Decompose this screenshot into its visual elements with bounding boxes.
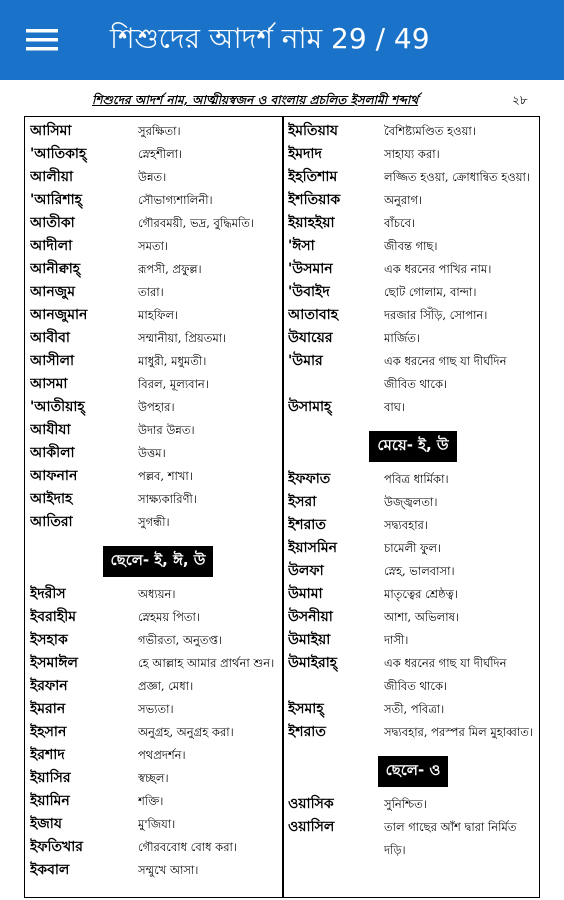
- entry-name: ইমতিয়ায: [288, 123, 338, 139]
- name-entry: [30, 281, 286, 304]
- entry-meaning: সদ্ব্যবহার।: [384, 518, 428, 532]
- entry-name: ইমদাদ: [288, 146, 322, 162]
- entry-name: আফনান: [30, 468, 78, 484]
- entry-meaning: বাঁচবে।: [384, 216, 416, 230]
- entry-meaning: মাতৃত্বের শ্রেষ্ঠত্ব।: [384, 587, 458, 601]
- entry-meaning: মাহফিল।: [138, 308, 179, 322]
- entry-meaning: উন্নত।: [138, 170, 167, 184]
- name-entry: [288, 537, 538, 560]
- app-title: শিশুদের আদর্শ নাম 29 / 49: [110, 21, 430, 55]
- entry-name: 'ঈসা: [288, 238, 315, 254]
- entry-name: উযায়ের: [288, 330, 333, 346]
- name-entry: [30, 836, 286, 859]
- app-bar: [0, 0, 564, 80]
- section-heading-boys-i-ii-u: ছেলে- ই, ঈ, উ: [103, 546, 214, 577]
- entry-name: ইসমাহ্: [288, 701, 324, 717]
- name-entry: [288, 652, 538, 698]
- entry-meaning: জীবন্ত গাছ।: [384, 239, 438, 253]
- entry-meaning: সৌভাগ্যশালিনী।: [138, 193, 213, 207]
- entry-meaning: সাহায্য করা।: [384, 147, 440, 161]
- entry-name: ইসরা: [288, 494, 317, 510]
- name-entry: [30, 304, 286, 327]
- entry-name: আকীলা: [30, 445, 75, 461]
- name-entry: [288, 212, 538, 235]
- name-entry: [30, 511, 286, 534]
- name-entry: [30, 675, 286, 698]
- entry-meaning: মার্জিত।: [384, 331, 421, 345]
- section-heading-girls-i-u: মেয়ে- ই, উ: [369, 431, 456, 462]
- name-entry: [30, 721, 286, 744]
- entry-meaning: স্নেহময় পিতা।: [138, 610, 200, 624]
- entry-name: উলফা: [288, 563, 324, 579]
- left-column: [30, 120, 286, 882]
- entry-meaning: সম্মানীয়া, প্রিয়তমা।: [138, 331, 227, 345]
- entry-meaning: চামেলী ফুল।: [384, 541, 442, 555]
- name-entry: [30, 212, 286, 235]
- entry-meaning: সভ্যতা।: [138, 702, 174, 716]
- name-entry: [30, 790, 286, 813]
- entry-name: ইয়াসির: [30, 770, 71, 786]
- name-entry: [30, 350, 286, 373]
- entry-name: ইজায: [30, 816, 62, 832]
- name-entry: [288, 143, 538, 166]
- entry-name: উমামা: [288, 586, 323, 602]
- name-entry: [288, 606, 538, 629]
- entry-name: আবীবা: [30, 330, 70, 346]
- name-entry: [288, 166, 538, 189]
- entry-meaning: আশা, অভিলাষ।: [384, 610, 460, 624]
- entry-meaning: মাধুরী, মধুমতী।: [138, 354, 207, 368]
- name-entry: [30, 373, 286, 396]
- name-entry: [30, 629, 286, 652]
- entry-name: ইফফাত: [288, 471, 331, 487]
- entry-name: উমাইরাহ্: [288, 655, 338, 671]
- entry-name: আনজুমান: [30, 307, 88, 323]
- name-entry: [288, 468, 538, 491]
- entry-meaning: প্রজ্ঞা, মেধা।: [138, 679, 194, 693]
- name-entry: [30, 235, 286, 258]
- name-entry: [30, 120, 286, 143]
- entry-meaning: পল্লব, শাখা।: [138, 469, 193, 483]
- entry-name: ইসহাক: [30, 632, 68, 648]
- entry-meaning: উদার উন্নত।: [138, 423, 195, 437]
- name-entry: [288, 721, 538, 744]
- entry-meaning: বৈশিষ্ট্যমণ্ডিত হওয়া।: [384, 124, 476, 138]
- name-entry: [30, 258, 286, 281]
- name-entry: [288, 304, 538, 327]
- entry-meaning: সুগন্ধী।: [138, 515, 170, 529]
- entry-name: আতিরা: [30, 514, 73, 530]
- entry-meaning: সুনিশ্চিত।: [384, 797, 427, 811]
- entry-name: আইদাহ: [30, 491, 73, 507]
- entry-name: ইয়াসমিন: [288, 540, 337, 556]
- right-section-1-entry-list: [288, 468, 538, 744]
- left-section-entry-list: [30, 583, 286, 882]
- entry-meaning: এক ধরনের পাখির নাম।: [384, 262, 492, 276]
- entry-name: আসমা: [30, 376, 68, 392]
- entry-name: ইশরাত: [288, 517, 326, 533]
- entry-meaning: দরজার সিঁড়ি, সোপান।: [384, 308, 488, 322]
- entry-name: ইমরান: [30, 701, 66, 717]
- name-entry: [30, 606, 286, 629]
- entry-meaning: সাক্ষ্যকারিণী।: [138, 492, 197, 506]
- entry-name: ইশরাত: [288, 724, 326, 740]
- name-entry: [288, 120, 538, 143]
- entry-meaning: উপহার।: [138, 400, 175, 414]
- name-entry: [30, 465, 286, 488]
- entry-meaning: স্নেহশীলা।: [138, 147, 183, 161]
- entry-name: উসামাহ্: [288, 399, 332, 415]
- entry-name: উসনীয়া: [288, 609, 333, 625]
- entry-meaning: সুরক্ষিতা।: [138, 124, 181, 138]
- name-entry: [288, 629, 538, 652]
- entry-meaning: স্বচ্ছল।: [138, 771, 169, 785]
- entry-name: ইরফান: [30, 678, 68, 694]
- entry-name: ইয়ামিন: [30, 793, 70, 809]
- entry-name: আযীযা: [30, 422, 71, 438]
- entry-name: আসীলা: [30, 353, 75, 369]
- entry-meaning: সতী, পবিত্রা।: [384, 702, 445, 716]
- entry-meaning: অধ্যয়ন।: [138, 587, 176, 601]
- section-heading-boys-o: ছেলে- ও: [378, 756, 449, 787]
- name-entry: [288, 816, 538, 862]
- entry-meaning: উত্তম।: [138, 446, 166, 460]
- entry-name: আসিমা: [30, 123, 72, 139]
- right-section-2-entry-list: [288, 793, 538, 862]
- entry-name: ইহতিশাম: [288, 169, 338, 185]
- entry-meaning: লজ্জিত হওয়া, ক্রোধান্বিত হওয়া।: [384, 170, 530, 184]
- entry-meaning: হে আল্লাহ আমার প্রার্থনা শুন।: [138, 656, 275, 670]
- name-entry: [288, 698, 538, 721]
- entry-name: ইয়াহইয়া: [288, 215, 335, 231]
- running-head: শিশুদের আদর্শ নাম, আত্মীয়স্বজন ও বাংলায় প্রচলিত ইসলামী শব্দার্থ: [92, 93, 419, 107]
- entry-name: ইসমাঈল: [30, 655, 78, 671]
- name-entry: [288, 583, 538, 606]
- entry-name: আনীক্বাহ্: [30, 261, 81, 277]
- entry-name: ওয়াসিক: [288, 796, 334, 812]
- entry-meaning: স্নেহ, ভালবাসা।: [384, 564, 455, 578]
- name-entry: [288, 327, 538, 350]
- name-entry: [288, 350, 538, 396]
- entry-name: উমাইয়া: [288, 632, 331, 648]
- name-entry: [288, 281, 538, 304]
- name-entry: [288, 793, 538, 816]
- entry-name: ইফতিখার: [30, 839, 83, 855]
- hamburger-menu-icon: [26, 28, 58, 52]
- entry-name: আদীলা: [30, 238, 73, 254]
- entry-name: ইদরীস: [30, 586, 66, 602]
- entry-name: 'আতীয়াহ্: [30, 399, 85, 415]
- entry-meaning: গভীরতা, অনুতপ্ত।: [138, 633, 223, 647]
- name-entry: [30, 488, 286, 511]
- name-entry: [30, 744, 286, 767]
- entry-meaning: তারা।: [138, 285, 164, 299]
- entry-name: 'উসমান: [288, 261, 333, 277]
- entry-name: ইশতিয়াক: [288, 192, 341, 208]
- entry-meaning: উজ্জ্বলতা।: [384, 495, 438, 509]
- name-entry: [30, 189, 286, 212]
- entry-meaning: শক্তি।: [138, 794, 164, 808]
- entry-name: 'উমার: [288, 353, 323, 369]
- name-entry: [288, 189, 538, 212]
- name-entry: [288, 235, 538, 258]
- name-entry: [30, 327, 286, 350]
- name-entry: [30, 143, 286, 166]
- name-entry: [30, 652, 286, 675]
- name-entry: [30, 442, 286, 465]
- name-entry: [30, 419, 286, 442]
- entry-name: ইবরাহীম: [30, 609, 76, 625]
- book-page: [0, 80, 564, 900]
- name-entry: [30, 767, 286, 790]
- entry-meaning: দাসী।: [384, 633, 409, 647]
- name-entry: [30, 698, 286, 721]
- entry-name: 'আতিকাহ্: [30, 146, 87, 162]
- entry-name: ওয়াসিল: [288, 819, 335, 835]
- entry-name: 'উবাইদ: [288, 284, 330, 300]
- entry-meaning: গৌরবময়ী, ভদ্র, বুদ্ধিমতি।: [138, 216, 255, 230]
- name-entry: [30, 859, 286, 882]
- entry-meaning: পবিত্র ধার্মিকা।: [384, 472, 449, 486]
- entry-meaning: পথপ্রদর্শন।: [138, 748, 186, 762]
- entry-meaning: রূপসী, প্রফুল্ল।: [138, 262, 202, 276]
- entry-meaning: সমতা।: [138, 239, 169, 253]
- name-entry: [288, 491, 538, 514]
- entry-meaning: গৌরববোধ বোধ করা।: [138, 840, 237, 854]
- entry-meaning: বাঘ।: [384, 400, 405, 414]
- name-entry: [288, 560, 538, 583]
- entry-name: ইরশাদ: [30, 747, 65, 763]
- entry-meaning: মু'জিযা।: [138, 817, 176, 831]
- name-entry: [288, 514, 538, 537]
- entry-meaning: ছোট গোলাম, বান্দা।: [384, 285, 477, 299]
- page-number: ২৮: [512, 93, 528, 107]
- name-entry: [288, 396, 538, 419]
- entry-meaning: সদ্ব্যবহার, পরস্পর মিল মুহাব্বাত।: [384, 725, 533, 739]
- entry-name: ইকবাল: [30, 862, 70, 878]
- menu-button[interactable]: [0, 0, 84, 80]
- name-entry: [30, 813, 286, 836]
- entry-meaning: এক ধরনের গাছ যা দীর্ঘদিন জীবিত থাকে।: [384, 354, 507, 391]
- entry-meaning: অনুরাগ।: [384, 193, 423, 207]
- entry-meaning: অনুগ্রহ, অনুগ্রহ করা।: [138, 725, 234, 739]
- entry-meaning: তাল গাছের আঁশ দ্বারা নির্মিত দড়ি।: [384, 820, 517, 857]
- right-column: [288, 120, 538, 862]
- left-entry-list: [30, 120, 286, 534]
- entry-name: আলীয়া: [30, 169, 74, 185]
- name-entry: [30, 583, 286, 606]
- entry-meaning: বিরল, মূল্যবান।: [138, 377, 209, 391]
- name-entry: [30, 166, 286, 189]
- entry-meaning: সম্মুখে আসা।: [138, 863, 199, 877]
- name-entry: [30, 396, 286, 419]
- entry-name: আতাবাহ: [288, 307, 339, 323]
- entry-name: আনজুম: [30, 284, 75, 300]
- entry-name: ইহসান: [30, 724, 67, 740]
- entry-name: আতীকা: [30, 215, 75, 231]
- entry-meaning: এক ধরনের গাছ যা দীর্ঘদিন জীবিত থাকে।: [384, 656, 507, 693]
- name-entry: [288, 258, 538, 281]
- entry-name: 'আরিশাহ্: [30, 192, 83, 208]
- right-entry-list: [288, 120, 538, 419]
